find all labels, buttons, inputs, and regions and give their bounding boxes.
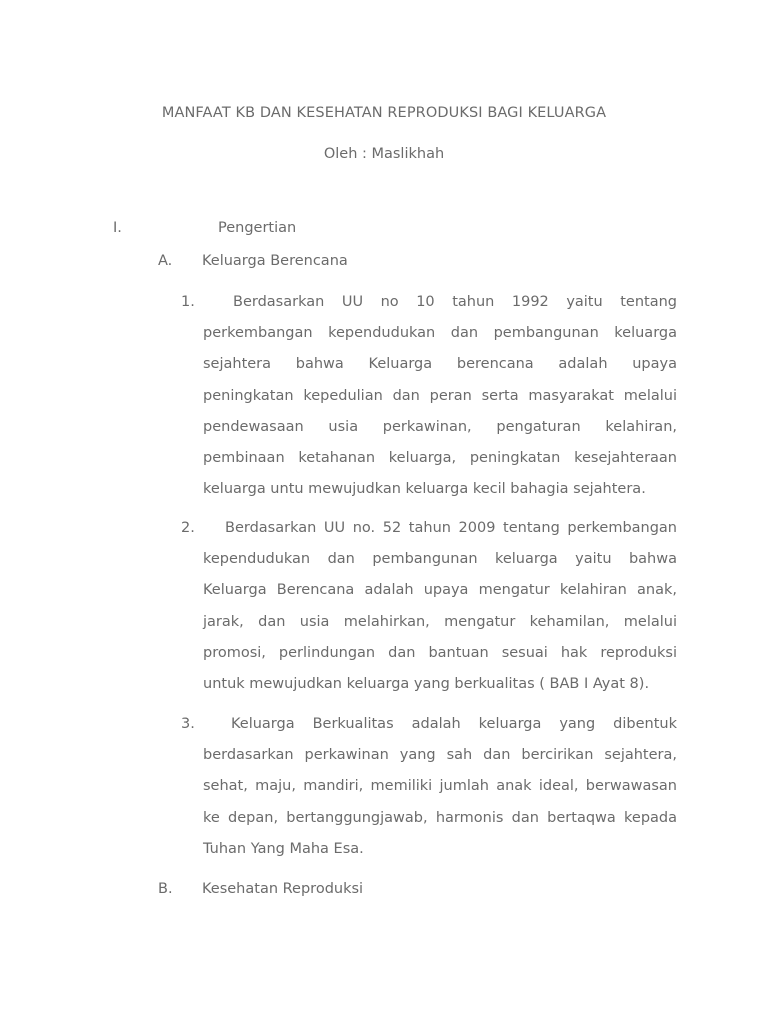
list-item-text [203, 287, 677, 505]
document-author: Oleh : Maslikhah [323, 146, 445, 162]
text-line: untuk mewujudkan keluarga yang berkualitas ( BAB I Ayat 8). [203, 676, 650, 693]
text-line: kependudukan dan pembangunan keluarga yaitu bahwa [203, 551, 677, 568]
text-line: pendewasaan usia perkawinan, pengaturan kelahiran, [203, 418, 677, 435]
document-title: MANFAAT KB DAN KESEHATAN REPRODUKSI BAGI KELUARGA [161, 105, 607, 121]
section-title: Pengertian [218, 220, 297, 236]
list-item [181, 709, 677, 865]
list-item-text [203, 709, 677, 865]
text-line: perkembangan kependudukan dan pembangunan keluarga [203, 325, 677, 342]
subsection-a-number: A. [158, 253, 173, 269]
text-line: sehat, maju, mandiri, memiliki jumlah anak ideal, berwawasan [203, 778, 677, 795]
text-line: Keluarga Berkualitas adalah keluarga yang dibentuk [231, 716, 677, 732]
list-item-number: 3. [181, 716, 195, 732]
text-line: keluarga untu mewujudkan keluarga kecil bahagia sejahtera. [203, 481, 646, 498]
section-number: I. [113, 220, 122, 236]
list-item [181, 513, 677, 700]
text-line: ke depan, bertanggungjawab, harmonis dan bertaqwa kepada [203, 809, 677, 826]
text-line: pembinaan ketahanan keluarga, peningkatan kesejahteraan [203, 450, 677, 467]
text-line: peningkatan kepedulian dan peran serta masyarakat melalui [203, 387, 677, 404]
text-line: Keluarga Berencana adalah upaya mengatur kelahiran anak, [203, 582, 677, 599]
text-line: berdasarkan perkawinan yang sah dan bercirikan sejahtera, [203, 747, 677, 764]
list-item-number: 1. [181, 294, 195, 310]
list-item [181, 287, 677, 505]
text-line: sejahtera bahwa Keluarga berencana adalah upaya [203, 356, 677, 373]
text-line: promosi, perlindungan dan bantuan sesuai hak reproduksi [203, 644, 677, 661]
subsection-b-number: B. [158, 881, 173, 897]
text-line: Berdasarkan UU no 10 tahun 1992 yaitu tentang [233, 294, 677, 310]
subsection-a-title: Keluarga Berencana [202, 253, 348, 269]
text-line: Berdasarkan UU no. 52 tahun 2009 tentang perkembangan [225, 520, 677, 536]
subsection-b-title: Kesehatan Reproduksi [202, 881, 364, 897]
text-line: Tuhan Yang Maha Esa. [203, 840, 364, 857]
list-item-number: 2. [181, 520, 195, 536]
list-item-text [203, 513, 677, 700]
text-line: jarak, dan usia melahirkan, mengatur kehamilan, melalui [203, 613, 677, 630]
